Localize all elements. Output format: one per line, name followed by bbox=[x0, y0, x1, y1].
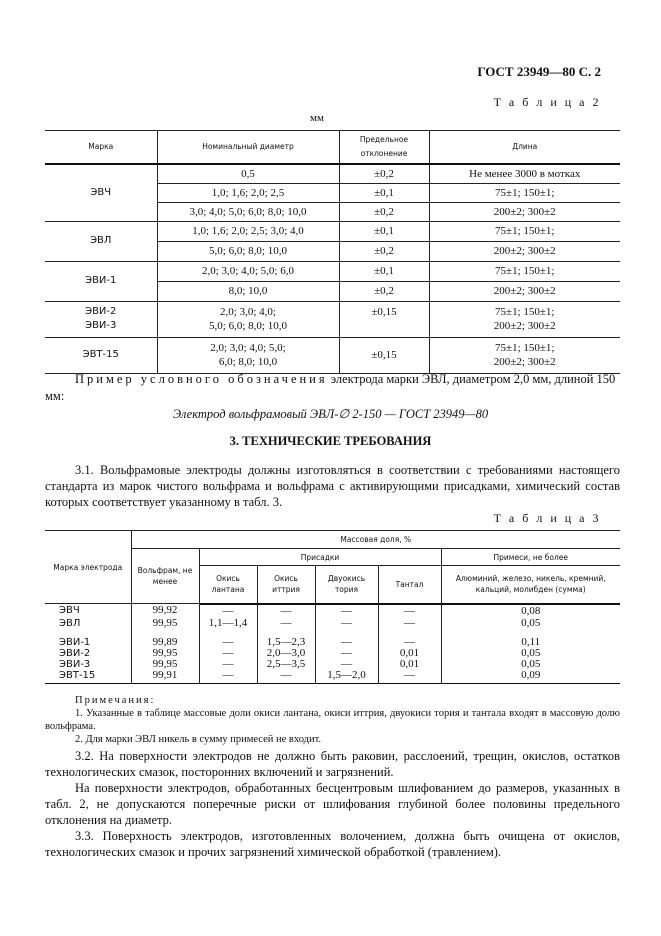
paragraph-3-1: 3.1. Вольфрамовые электроды должны изготовляться в соответствии с требованиями настоящего стандарта из марок чистого вольфрама и вольфрама с активирующими присадками, химический состав которых соответствует указанному в табл. 3. bbox=[45, 463, 620, 509]
la-cell: — bbox=[199, 648, 257, 659]
imp-cell: 0,05 bbox=[441, 659, 620, 670]
tungsten-cell: 99,91 bbox=[131, 670, 199, 684]
notes-title: Примечания: bbox=[75, 695, 156, 706]
col-header-tungsten: Вольфрам, не менее bbox=[131, 549, 199, 604]
col-header-tolerance: Предельное отклонение bbox=[339, 131, 429, 165]
length-line: 200±2; 300±2 bbox=[493, 356, 556, 368]
la-cell: — bbox=[199, 637, 257, 648]
ta-cell: — bbox=[378, 604, 441, 618]
imp-cell: 0,05 bbox=[441, 648, 620, 659]
length-cell: 200±2; 300±2 bbox=[429, 202, 620, 221]
tolerance-cell: ±0,15 bbox=[339, 301, 429, 337]
table-row bbox=[45, 261, 620, 281]
page-header: ГОСТ 23949—80 С. 2 bbox=[477, 64, 601, 79]
th-cell: 1,5—2,0 bbox=[315, 670, 378, 684]
mark-cell: ЭВИ-1 bbox=[45, 261, 157, 301]
diameter-line: 2,0; 3,0; 4,0; 5,0; bbox=[210, 342, 286, 354]
col-header-imp: Алюминий, железо, никель, кремний, кальций, молибден (сумма) bbox=[441, 566, 620, 604]
y-cell: 2,5—3,5 bbox=[257, 659, 315, 670]
paragraph-3-3: 3.3. Поверхность электродов, изготовленных волочением, должна быть очищена от окислов, технологических смазок и прочих загрязнений химической обработкой (травлением). bbox=[45, 829, 620, 859]
th-cell: — bbox=[315, 604, 378, 618]
tungsten-cell: 99,95 bbox=[131, 659, 199, 670]
la-cell: — bbox=[199, 604, 257, 618]
tolerance-cell: ±0,2 bbox=[339, 281, 429, 301]
col-header-impurities: Примеси, не более bbox=[441, 549, 620, 566]
length-cell: 200±2; 300±2 bbox=[429, 241, 620, 261]
th-cell: — bbox=[315, 618, 378, 629]
table-row bbox=[45, 670, 620, 684]
y-cell: — bbox=[257, 670, 315, 684]
col-header-additives: Присадки bbox=[199, 549, 441, 566]
tolerance-cell: ±0,2 bbox=[339, 164, 429, 183]
la-cell: — bbox=[199, 670, 257, 684]
note-2: 2. Для марки ЭВЛ никель в сумму примесей не входит. bbox=[75, 734, 322, 745]
mark-cell: ЭВТ-15 bbox=[45, 670, 131, 684]
tungsten-cell: 99,92 bbox=[131, 604, 199, 618]
col-header-length: Длина bbox=[429, 131, 620, 165]
length-cell: Не менее 3000 в мотках bbox=[429, 164, 620, 183]
la-cell: — bbox=[199, 659, 257, 670]
table2-units: мм bbox=[310, 112, 324, 124]
mark-cell: ЭВИ-3 bbox=[59, 658, 91, 670]
diameter-cell bbox=[157, 301, 339, 337]
table2-caption: Т а б л и ц а 2 bbox=[493, 95, 601, 109]
table-row bbox=[45, 221, 620, 241]
mark-cell: ЭВЧ bbox=[45, 164, 157, 221]
ta-cell: — bbox=[378, 637, 441, 648]
mark-cell: ЭВИ-1 bbox=[59, 636, 91, 648]
table-row bbox=[45, 164, 620, 183]
tolerance-cell: ±0,1 bbox=[339, 261, 429, 281]
table2 bbox=[45, 130, 620, 374]
table3-header-row bbox=[45, 531, 620, 549]
length-cell: 75±1; 150±1; bbox=[429, 183, 620, 202]
table2-header-row bbox=[45, 131, 620, 165]
length-line: 200±2; 300±2 bbox=[493, 320, 556, 332]
col-header-y: Окись иттрия bbox=[257, 566, 315, 604]
y-cell: — bbox=[257, 618, 315, 629]
diameter-cell: 5,0; 6,0; 8,0; 10,0 bbox=[157, 241, 339, 261]
section-title: 3. ТЕХНИЧЕСКИЕ ТРЕБОВАНИЯ bbox=[229, 434, 432, 448]
ta-cell: 0,01 bbox=[378, 648, 441, 659]
y-cell: 1,5—2,3 bbox=[257, 637, 315, 648]
diameter-line: 2,0; 3,0; 4,0; bbox=[220, 306, 276, 318]
imp-cell: 0,11 bbox=[441, 637, 620, 648]
table-row bbox=[45, 301, 620, 337]
tolerance-cell: ±0,1 bbox=[339, 183, 429, 202]
th-cell: — bbox=[315, 648, 378, 659]
length-cell bbox=[429, 301, 620, 337]
mark-line: ЭВИ-3 bbox=[85, 320, 117, 331]
col-header-diameter: Номинальный диаметр bbox=[157, 131, 339, 165]
diameter-cell: 3,0; 4,0; 5,0; 6,0; 8,0; 10,0 bbox=[157, 202, 339, 221]
diameter-cell: 8,0; 10,0 bbox=[157, 281, 339, 301]
tungsten-cell: 99,95 bbox=[131, 648, 199, 659]
imp-cell: 0,08 bbox=[441, 604, 620, 618]
diameter-line: 6,0; 8,0; 10,0 bbox=[218, 356, 278, 368]
col-header-ta: Тантал bbox=[378, 566, 441, 604]
mark-cell: ЭВЛ bbox=[45, 221, 157, 261]
y-cell: 2,0—3,0 bbox=[257, 648, 315, 659]
table3-header-row bbox=[45, 549, 620, 566]
mark-cell: ЭВИ-2 bbox=[59, 647, 91, 659]
tungsten-cell: 99,95 bbox=[131, 618, 199, 629]
table-row bbox=[45, 659, 620, 670]
length-cell: 75±1; 150±1; bbox=[429, 221, 620, 241]
example-lead: Пример условного обозначения bbox=[75, 372, 328, 386]
length-line: 75±1; 150±1; bbox=[495, 306, 555, 318]
mark-line: ЭВИ-2 bbox=[85, 306, 117, 317]
length-cell bbox=[429, 337, 620, 373]
col-header-mass: Массовая доля, % bbox=[131, 531, 620, 549]
table-row bbox=[45, 637, 620, 648]
col-header-la: Окись лантана bbox=[199, 566, 257, 604]
y-cell: — bbox=[257, 604, 315, 618]
mark-cell: ЭВЛ bbox=[59, 617, 81, 629]
table-row bbox=[45, 648, 620, 659]
diameter-cell: 2,0; 3,0; 4,0; 5,0; 6,0 bbox=[157, 261, 339, 281]
ta-cell: 0,01 bbox=[378, 659, 441, 670]
tungsten-cell: 99,89 bbox=[131, 637, 199, 648]
mark-cell: ЭВТ-15 bbox=[45, 337, 157, 373]
ta-cell: — bbox=[378, 618, 441, 629]
tolerance-cell: ±0,2 bbox=[339, 241, 429, 261]
notes bbox=[45, 694, 620, 746]
tolerance-cell: ±0,1 bbox=[339, 221, 429, 241]
imp-cell: 0,09 bbox=[441, 670, 620, 684]
note-1: 1. Указанные в таблице массовые доли окиси лантана, окиси иттрия, двуокиси тория и тантала входят в массовую долю вольфрама. bbox=[45, 708, 620, 732]
designation-formula: Электрод вольфрамовый ЭВЛ-∅ 2-150 — ГОСТ 23949—80 bbox=[172, 407, 489, 421]
mark-cell bbox=[45, 301, 157, 337]
table-row bbox=[45, 337, 620, 373]
th-cell: — bbox=[315, 659, 378, 670]
length-line: 75±1; 150±1; bbox=[495, 342, 555, 354]
table3 bbox=[45, 530, 620, 684]
tolerance-cell: ±0,15 bbox=[339, 337, 429, 373]
paragraph-3-2b: На поверхности электродов, обработанных бесцентровым шлифованием до размеров, указанных в табл. 2, не допускаются поперечные риски от шлифования глубиной более половины предельного отклонения на диаметр. bbox=[45, 781, 620, 827]
spacer-cell bbox=[45, 629, 131, 637]
ta-cell: — bbox=[378, 670, 441, 684]
diameter-line: 5,0; 6,0; 8,0; 10,0 bbox=[209, 320, 287, 332]
col-header-mark: Марка bbox=[45, 131, 157, 165]
diameter-cell: 0,5 bbox=[157, 164, 339, 183]
example-rest: электрода марки ЭВЛ, диаметром 2,0 мм, длиной 150 мм: bbox=[45, 372, 616, 403]
imp-cell: 0,05 bbox=[441, 618, 620, 629]
th-cell: — bbox=[315, 637, 378, 648]
mark-cell: ЭВЧ bbox=[59, 605, 80, 617]
tolerance-cell: ±0,2 bbox=[339, 202, 429, 221]
diameter-cell: 1,0; 1,6; 2,0; 2,5; 3,0; 4,0 bbox=[157, 221, 339, 241]
diameter-cell bbox=[157, 337, 339, 373]
table-row bbox=[45, 618, 620, 629]
diameter-cell: 1,0; 1,6; 2,0; 2,5 bbox=[157, 183, 339, 202]
table-row bbox=[45, 604, 620, 618]
table3-caption: Т а б л и ц а 3 bbox=[493, 511, 601, 525]
la-cell: 1,1—1,4 bbox=[199, 618, 257, 629]
col-header-th: Двуокись тория bbox=[315, 566, 378, 604]
length-cell: 200±2; 300±2 bbox=[429, 281, 620, 301]
paragraph-3-2: 3.2. На поверхности электродов не должно быть раковин, расслоений, трещин, окислов, остатков технологических смазок, посторонних включений и загрязнений. bbox=[45, 749, 620, 779]
length-cell: 75±1; 150±1; bbox=[429, 261, 620, 281]
designation-example bbox=[45, 371, 620, 405]
col-header-mark: Марка электрода bbox=[45, 531, 131, 604]
